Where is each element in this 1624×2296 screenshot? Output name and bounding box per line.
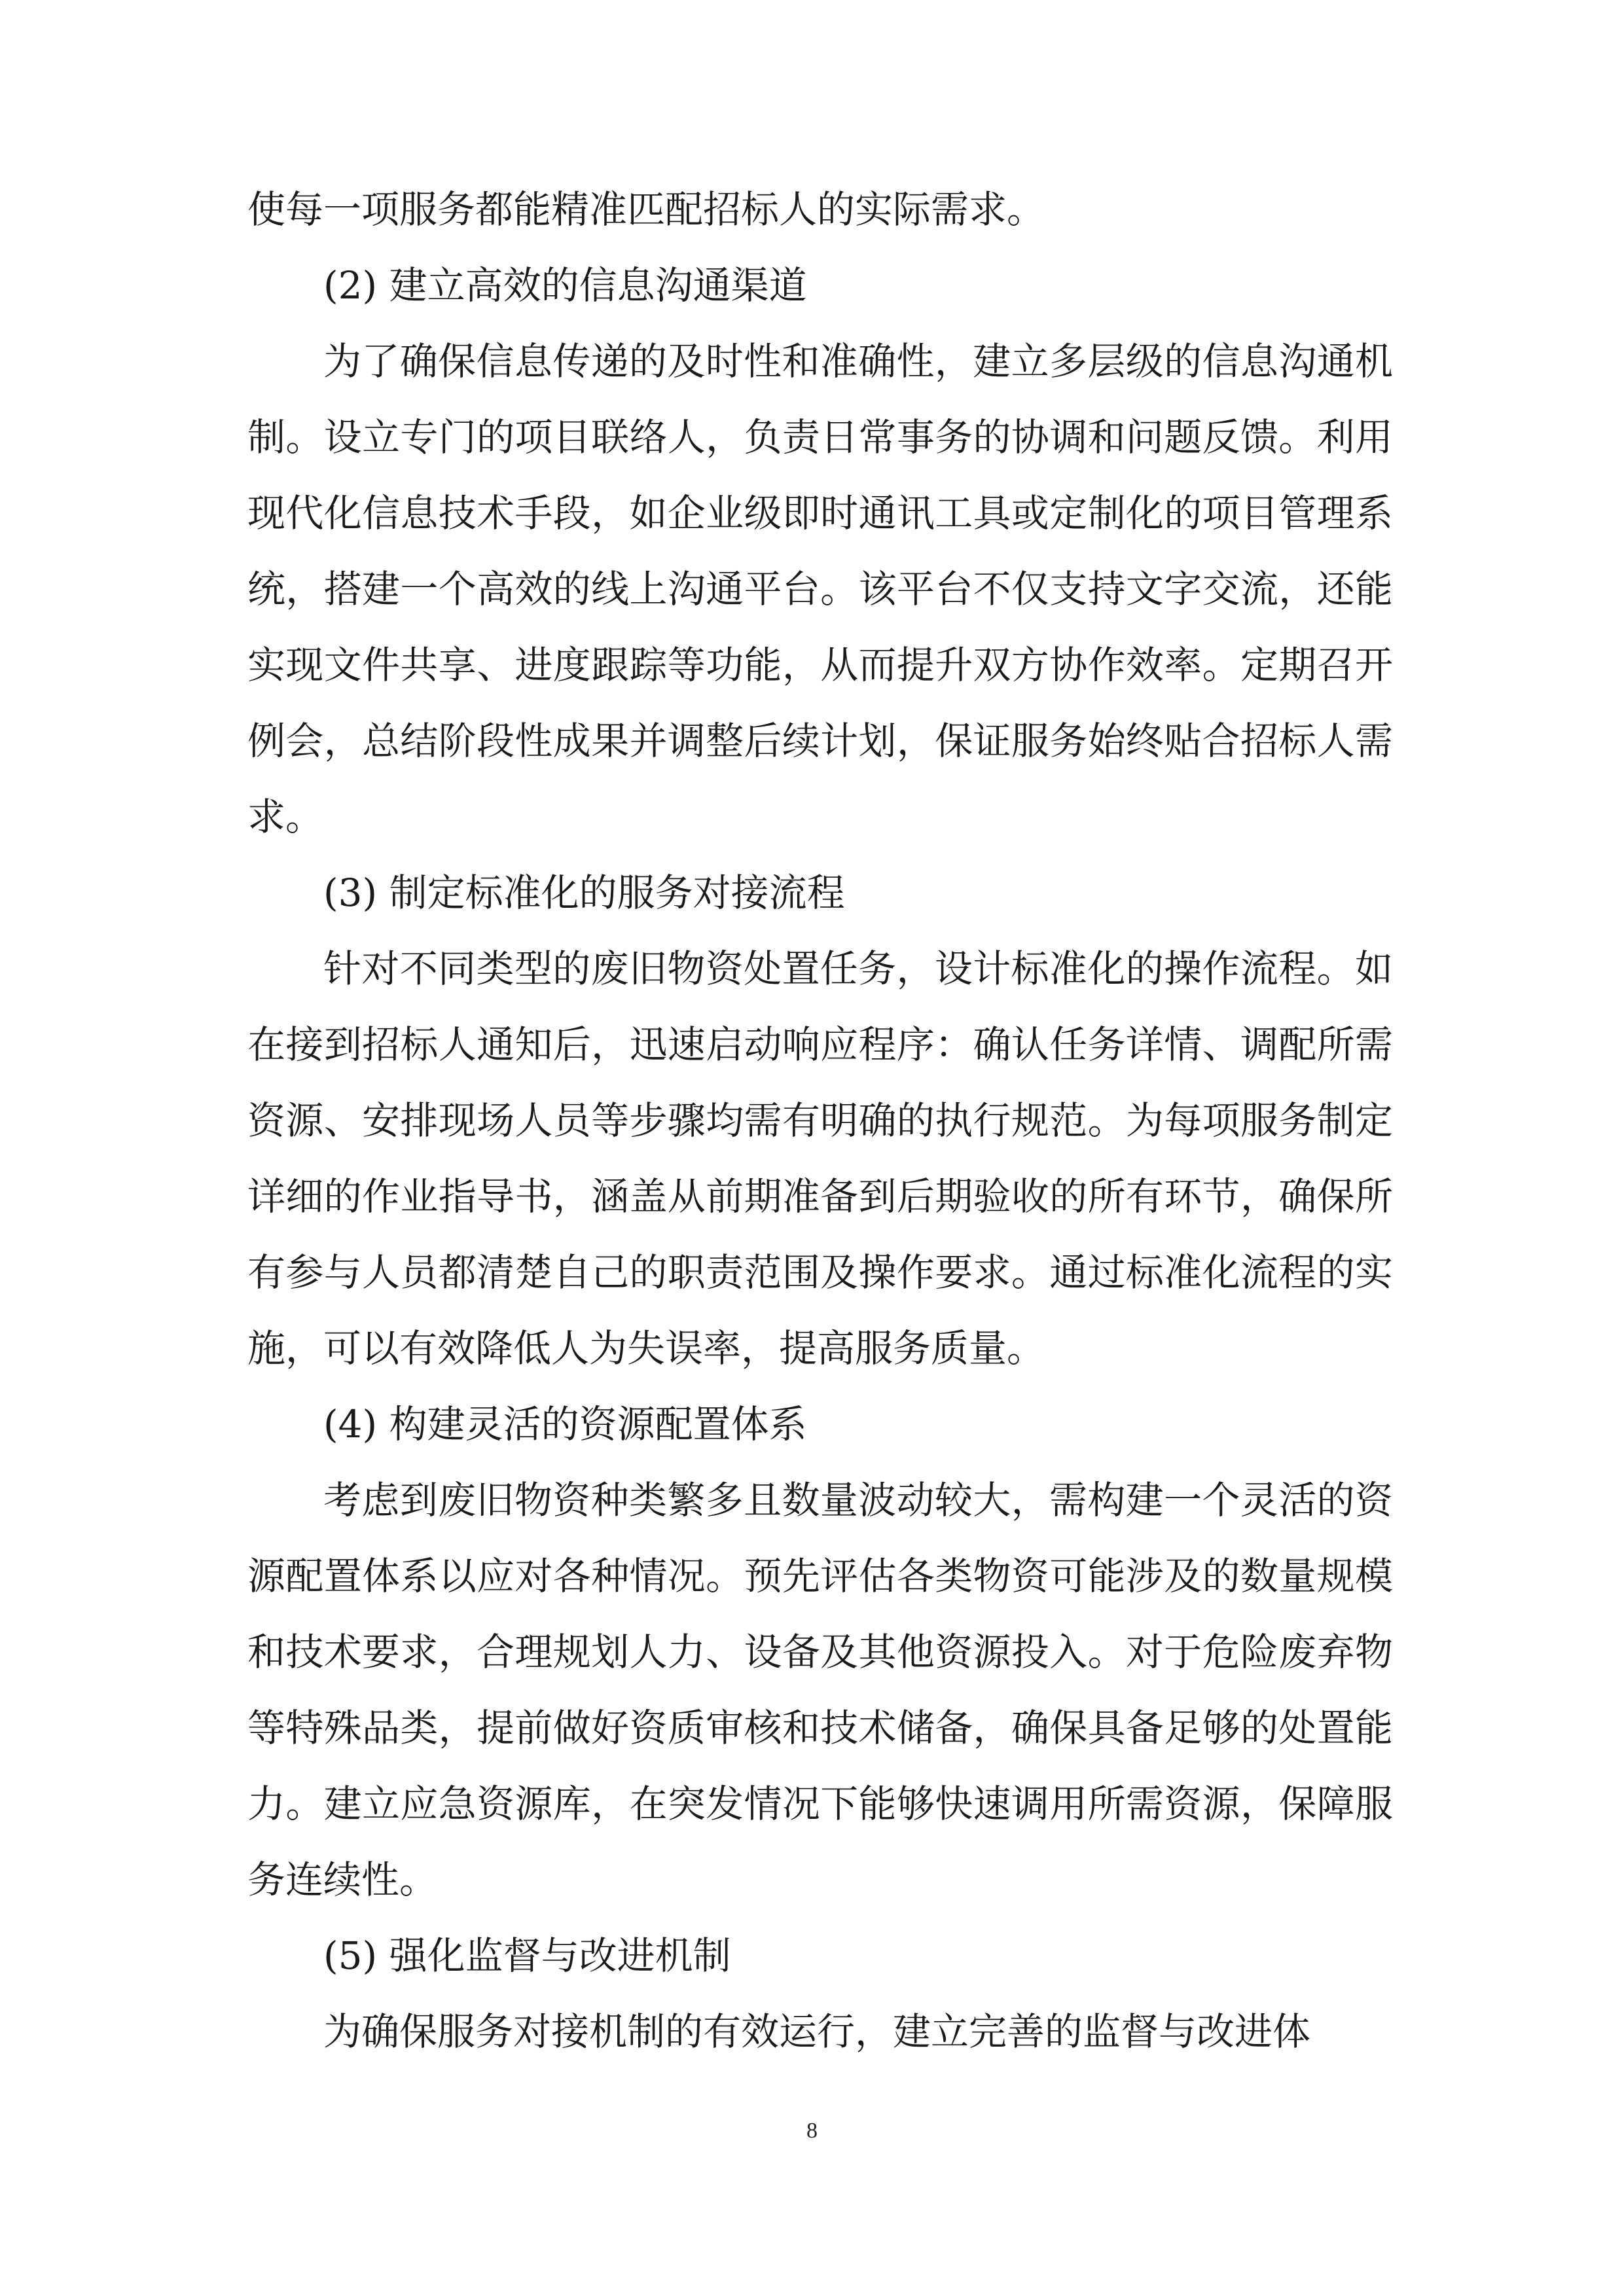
paragraph-standardized-process: 针对不同类型的废旧物资处置任务，设计标准化的操作流程。如在接到招标人通知后，迅速启动响应程序：确认任务详情、调配所需资源、安排现场人员等步骤均需有明确的执行规范。为每项服务制定详细的作业指导书，涵盖从前期准备到后期验收的所有环节，确保所有参与人员都清楚自己的职责范围及操作要求。通过标准化流程的实施，可以有效降低人为失误率，提高服务质量。	[247, 946, 1393, 1371]
page-number: 8	[806, 2119, 818, 2143]
paragraph-communication-channels: 为了确保信息传递的及时性和准确性，建立多层级的信息沟通机制。设立专门的项目联络人，负责日常事务的协调和问题反馈。利用现代化信息技术手段，如企业级即时通讯工具或定制化的项目管理系统，搭建一个高效的线上沟通平台。该平台不仅支持文字交流，还能实现文件共享、进度跟踪等功能，从而提升双方协作效率。定期召开例会，总结阶段性成果并调整后续计划，保证服务始终贴合招标人需求。	[247, 339, 1393, 839]
section-heading-3: (3) 制定标准化的服务对接流程	[323, 870, 845, 915]
paragraph-continuation: 使每一项服务都能精准匹配招标人的实际需求。	[247, 187, 1045, 232]
section-heading-4: (4) 构建灵活的资源配置体系	[323, 1402, 807, 1446]
paragraph-supervision: 为确保服务对接机制的有效运行，建立完善的监督与改进体	[323, 2009, 1311, 2054]
section-heading-5: (5) 强化监督与改进机制	[323, 1933, 731, 1978]
section-heading-2: (2) 建立高效的信息沟通渠道	[323, 263, 807, 308]
page-body	[247, 171, 1393, 2070]
paragraph-resource-allocation: 考虑到废旧物资种类繁多且数量波动较大，需构建一个灵活的资源配置体系以应对各种情况。预先评估各类物资可能涉及的数量规模和技术要求，合理规划人力、设备及其他资源投入。对于危险废弃物等特殊品类，提前做好资质审核和技术储备，确保具备足够的处置能力。建立应急资源库，在突发情况下能够快速调用所需资源，保障服务连续性。	[247, 1478, 1393, 1902]
